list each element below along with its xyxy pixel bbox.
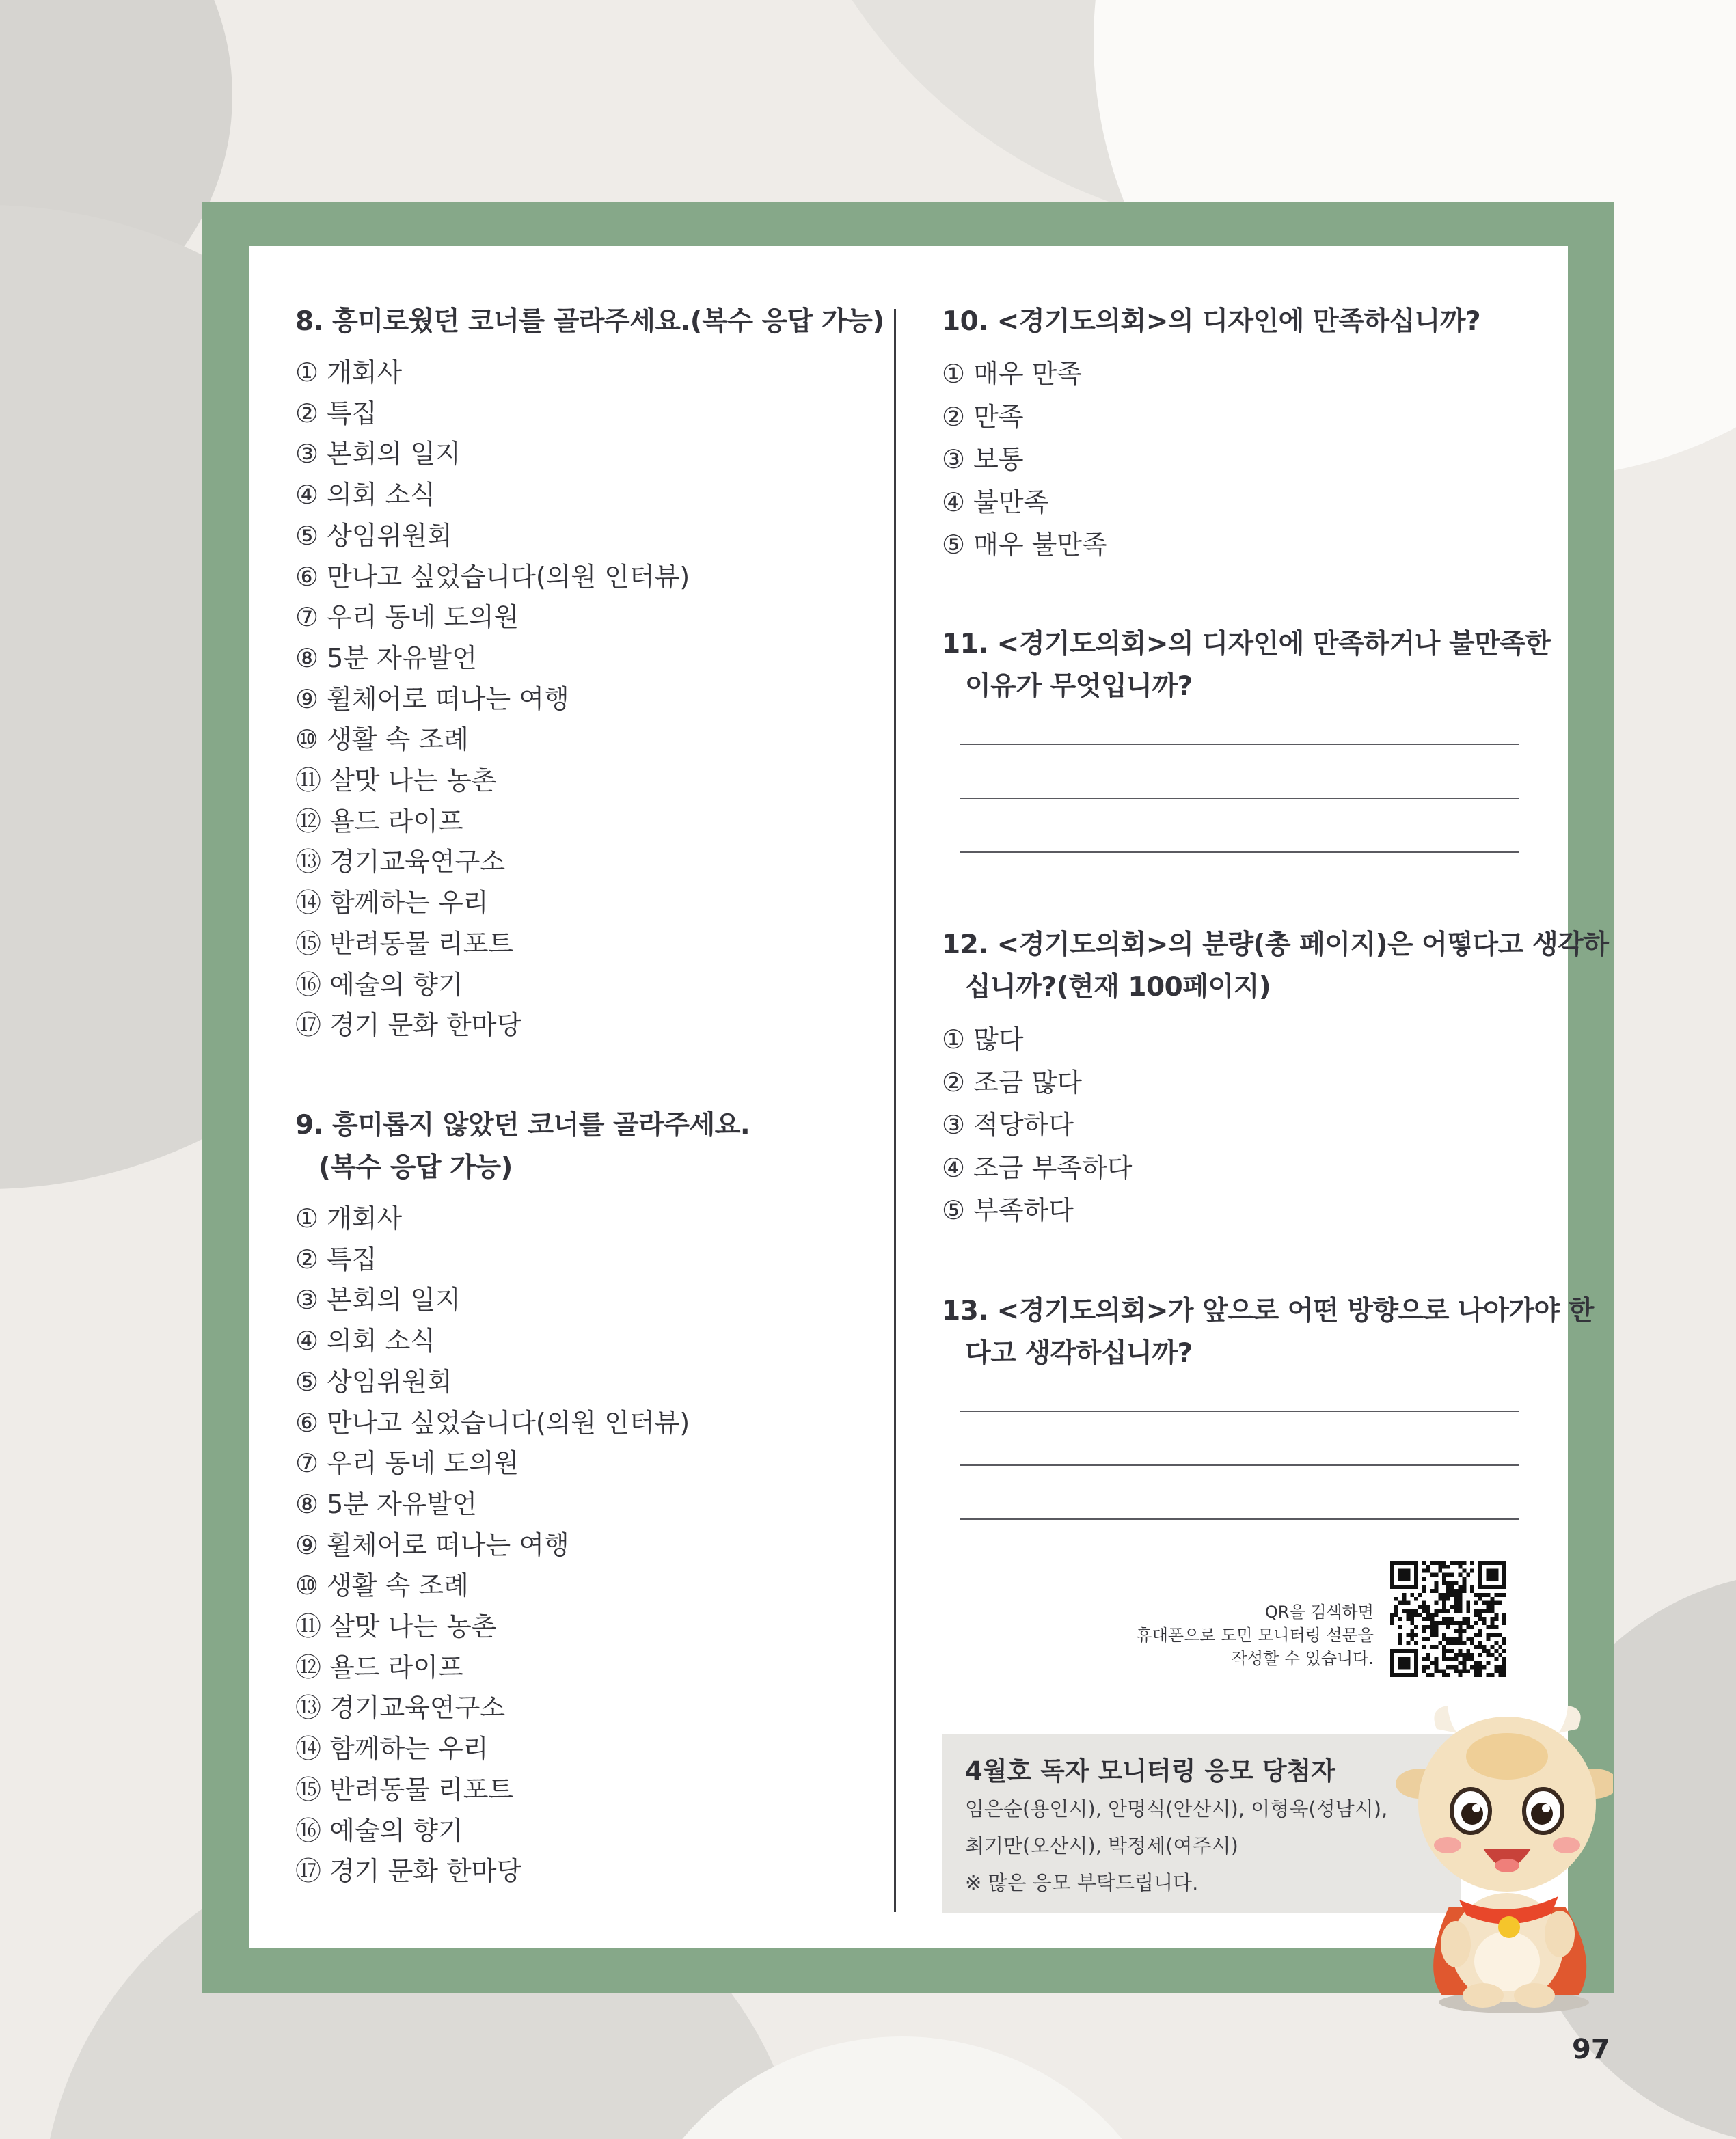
question-8-options <box>295 353 884 1046</box>
question-9-title <box>295 1104 750 1189</box>
survey-option[interactable]: ④ 의회 소식 <box>295 1326 436 1357</box>
question-11-title-line1: 11. <경기도의회>의 디자인에 만족하거나 불만족한 <box>942 629 1551 659</box>
survey-option[interactable]: ⑤ 매우 불만족 <box>942 530 1107 560</box>
survey-option[interactable]: ⑩ 생활 속 조례 <box>295 1570 469 1601</box>
qr-caption-line: 휴대폰으로 도민 모니터링 설문을 <box>1136 1626 1374 1645</box>
survey-option[interactable]: ② 만족 <box>942 401 1024 432</box>
question-9-options <box>295 1199 750 1892</box>
qr-caption <box>1066 1600 1374 1670</box>
survey-option[interactable]: ① 매우 만족 <box>942 359 1083 389</box>
qr-code-icon[interactable] <box>1390 1561 1506 1677</box>
survey-option[interactable]: ⑯ 예술의 향기 <box>295 1815 463 1846</box>
survey-option[interactable]: ① 개회사 <box>295 1203 403 1234</box>
question-11-title <box>942 623 1551 708</box>
question-8-title: 8. 흥미로웠던 코너를 골라주세요.(복수 응답 가능) <box>295 306 884 337</box>
question-8 <box>295 301 884 1046</box>
question-13 <box>942 1290 1594 1520</box>
survey-option[interactable]: ⑪ 살맛 나는 농촌 <box>295 765 497 796</box>
column-divider <box>894 309 896 1912</box>
survey-option[interactable]: ⑰ 경기 문화 한마당 <box>295 1010 522 1041</box>
survey-option[interactable]: ⑰ 경기 문화 한마당 <box>295 1856 522 1887</box>
question-13-title-line1: 13. <경기도의회>가 앞으로 어떤 방향으로 나아가야 한 <box>942 1296 1594 1326</box>
survey-option[interactable]: ③ 보통 <box>942 444 1024 474</box>
survey-option[interactable]: ⑬ 경기교육연구소 <box>295 847 506 877</box>
survey-option[interactable]: ⑪ 살맛 나는 농촌 <box>295 1611 497 1642</box>
survey-option[interactable]: ⑮ 반려동물 리포트 <box>295 1774 514 1805</box>
question-12 <box>942 924 1608 1232</box>
survey-option[interactable]: ④ 조금 부족하다 <box>942 1152 1133 1183</box>
question-13-title <box>942 1290 1594 1375</box>
question-11-title-line2: 이유가 무엇입니까? <box>965 671 1193 702</box>
survey-option[interactable]: ② 특집 <box>295 1244 377 1275</box>
page-number: 97 <box>1572 2034 1610 2065</box>
survey-option[interactable]: ⑧ 5분 자유발언 <box>295 1488 477 1519</box>
survey-option[interactable]: ⑮ 반려동물 리포트 <box>295 928 514 959</box>
mascot-illustration <box>1394 1702 1613 2016</box>
survey-option[interactable]: ③ 본회의 일지 <box>295 439 461 469</box>
survey-option[interactable]: ② 조금 많다 <box>942 1067 1083 1098</box>
survey-option[interactable]: ⑤ 상임위원회 <box>295 520 452 551</box>
question-10 <box>942 301 1480 567</box>
question-12-title-line1: 12. <경기도의회>의 분량(총 페이지)은 어떻다고 생각하 <box>942 929 1609 960</box>
question-12-title-line2: 십니까?(현재 100페이지) <box>965 972 1271 1003</box>
survey-option[interactable]: ⑦ 우리 동네 도의원 <box>295 1448 519 1479</box>
survey-option[interactable]: ⑭ 함께하는 우리 <box>295 1734 489 1765</box>
question-12-title <box>942 924 1608 1009</box>
survey-option[interactable]: ⑦ 우리 동네 도의원 <box>295 602 519 633</box>
survey-option[interactable]: ④ 불만족 <box>942 487 1049 517</box>
answer-line[interactable] <box>960 1518 1519 1520</box>
winners-line: 임은순(용인시), 안명식(안산시), 이형욱(성남시), <box>965 1797 1388 1821</box>
question-10-title: 10. <경기도의회>의 디자인에 만족하십니까? <box>942 306 1481 337</box>
survey-option[interactable]: ③ 본회의 일지 <box>295 1285 461 1316</box>
question-9-title-line2: (복수 응답 가능) <box>318 1152 513 1183</box>
winners-note: ※ 많은 응모 부탁드립니다. <box>965 1871 1199 1894</box>
survey-option[interactable]: ③ 적당하다 <box>942 1110 1074 1140</box>
survey-option[interactable]: ⑬ 경기교육연구소 <box>295 1693 506 1724</box>
question-10-options <box>942 353 1480 567</box>
qr-caption-line: 작성할 수 있습니다. <box>1231 1649 1374 1668</box>
survey-option[interactable]: ② 특집 <box>295 398 377 428</box>
survey-option[interactable]: ⑭ 함께하는 우리 <box>295 888 489 918</box>
survey-option[interactable]: ⑨ 휠체어로 떠나는 여행 <box>295 1529 569 1560</box>
survey-option[interactable]: ⑥ 만나고 싶었습니다(의원 인터뷰) <box>295 1407 690 1438</box>
survey-option[interactable]: ① 개회사 <box>295 357 403 387</box>
question-9-title-line1: 9. 흥미롭지 않았던 코너를 골라주세요. <box>295 1110 750 1141</box>
question-11 <box>942 623 1551 853</box>
question-13-title-line2: 다고 생각하십니까? <box>965 1338 1193 1369</box>
question-9 <box>295 1104 750 1892</box>
survey-option[interactable]: ⑥ 만나고 싶었습니다(의원 인터뷰) <box>295 561 690 592</box>
answer-line[interactable] <box>960 851 1519 853</box>
survey-option[interactable]: ④ 의회 소식 <box>295 480 436 510</box>
survey-option[interactable]: ⑫ 욜드 라이프 <box>295 806 463 836</box>
question-12-options <box>942 1018 1608 1232</box>
survey-option[interactable]: ⑯ 예술의 향기 <box>295 969 463 1000</box>
survey-option[interactable]: ⑤ 부족하다 <box>942 1195 1074 1225</box>
survey-option[interactable]: ① 많다 <box>942 1024 1024 1054</box>
survey-option[interactable]: ⑤ 상임위원회 <box>295 1366 452 1397</box>
qr-caption-line: QR을 검색하면 <box>1264 1603 1374 1622</box>
winners-box <box>942 1734 1461 1913</box>
winners-title: 4월호 독자 모니터링 응모 당첨자 <box>965 1756 1335 1786</box>
survey-option[interactable]: ⑧ 5분 자유발언 <box>295 642 477 673</box>
survey-option[interactable]: ⑫ 욜드 라이프 <box>295 1652 463 1682</box>
winners-line: 최기만(오산시), 박정세(여주시) <box>965 1834 1238 1857</box>
survey-option[interactable]: ⑨ 휠체어로 떠나는 여행 <box>295 683 569 714</box>
survey-option[interactable]: ⑩ 생활 속 조례 <box>295 724 469 755</box>
